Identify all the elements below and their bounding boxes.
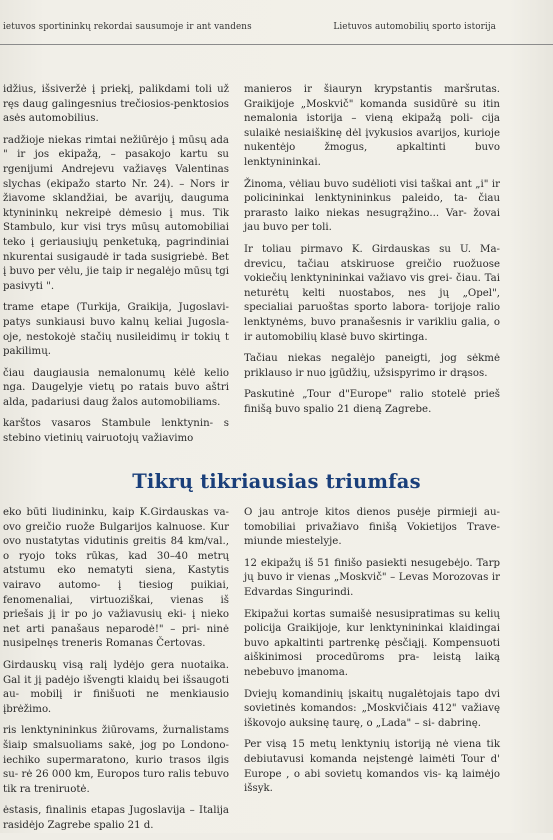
paragraph: ris lenktynininkus žiūrovams, žurnalistams šiaip smalsuoliams sakė, jog po Londono- iechiko supermaratono, kurio trasos ilgis su- rė 26 000 km, Europos turo ralis tebuvo tik ra treniruotė. — [3, 725, 229, 795]
paragraph: Paskutinė „Tour d"Europe" ralio stotelė prieš finišą buvo spalio 21 dieną Zagrebe. — [244, 389, 500, 415]
paragraph: čiau daugiausia nemalonumų kėlė kelio nga. Daugelyje vietų po ratais buvo aštri alda, padariusi daug žalos automobiliams. — [3, 367, 229, 408]
bottom-right-column — [244, 506, 500, 804]
paragraph: manieros ir šiauryn krypstantis maršrutas. Graikijoje „Moskvič" komanda susidūrė su itin nemalonia istorija – vieną ekipažą poli- cija sulaikė nesiaiškinę dėl įvykusios avarijos, kurioje nukentėjo žmogus, apkaltinti buvo lenktynininkai. — [244, 84, 500, 168]
paragraph: radžioje niekas rimtai nežiūrėjo į mūsų ada " ir jos ekipažą, – pasakojo kartu su rgenijumi Andrejevu važiavęs Valentinas slychas (ekipažo starto Nr. 24). – Nors ir žiavome sklandžiai, be avarijų, dauguma ktynininkų nekreipė dėmesio į mus. Tik Stambulo, kur visi trys mūsų automobiliai teko į geriausiųjų penketuką, pagrindiniai nkurentai susigaudė ir tada susigriebė. Bet į buvo per vėlu, jie taip ir negalėjo mūsų tgi pasivyti ". — [3, 134, 229, 292]
paragraph: ėstasis, finalinis etapas Jugoslavija – Italija rasidėjo Zagrebe spalio 21 d. — [3, 805, 229, 831]
top-left-column — [3, 83, 229, 454]
paragraph: Girdauskų visą ralį lydėjo gera nuotaika. Gal it jį padėjo išvengti klaidų bei išsaugoti au- mobilį ir finišuoti ne menkiausio įbrėžimo. — [3, 659, 229, 715]
paragraph: karštos vasaros Stambule lenktynin- s stebino vietinių vairuotojų važiavimo — [3, 418, 229, 445]
paragraph: eko būti liudininku, kaip K.Girdauskas va- ovo greičio ruože Bulgarijos kalnuose. Kur ovo nustatytas vidutinis greitis 84 km/val., o ryojo toks rūkas, kad 30–40 metrų atstumu eko nematyti siena, Kastytis vairavo automo- į tiesiog puikiai, fenomenaliai, virtuoziškai, vienas iš priešais jį ir po jo važiavusių eki- į nieko net arti panašaus neparodė!" – pri- ninė nusipelnęs treneris Romanas Čertovas. — [3, 507, 229, 650]
header-rule — [0, 44, 553, 45]
paragraph: idžius, išsiveržė į priekį, palikdami toli už ręs daug galingesnius trečiosios-penktosios asės automobilius. — [3, 84, 229, 125]
section-title: Tikrų tikriausias triumfas — [132, 470, 421, 493]
paragraph: O jau antroje kitos dienos pusėje pirmieji au- tomobiliai privažiavo finišą Vokietijos Trave- miunde miestelyje. — [244, 507, 500, 548]
top-right-column — [244, 83, 500, 424]
running-header-right: Lietuvos automobilių sporto istorija — [333, 22, 496, 32]
bottom-left-column — [3, 506, 229, 840]
paragraph: Ir toliau pirmavo K. Girdauskas su U. Ma- drevicu, tačiau atskiruose greičio ruožuose vokiečių lenktynininkai važiavo vis grei- čiau. Tai neturėtų kelti nuostabos, nes jų „Opel", specialiai paruoštas sporto labora- torijoje ralio lenktynėms, buvo pranašesnis ir varikliu galia, o ir automobilių klasė buvo skirtinga. — [244, 243, 500, 343]
paragraph: Tačiau niekas negalėjo paneigti, jog sėkmė priklauso ir nuo įgūdžių, užsispyrimo ir drąsos. — [244, 353, 500, 379]
paragraph: Per visą 15 metų lenktynių istoriją nė viena tik debiutavusi komanda neįstengė laimėti Tour d' Europe , o abi sovietų komandos vis- ką laimėjo išsyk. — [244, 739, 500, 795]
paragraph: 12 ekipažų iš 51 finišo pasiekti nesugebėjo. Tarp jų buvo ir vienas „Moskvič" – Levas Morozovas ir Edvardas Singurindi. — [244, 557, 500, 598]
paragraph: Dviejų komandinių įskaitų nugalėtojais tapo dvi sovietinės komandos: „Moskvičiais 412" važiavę iškovojo auksinę taurę, o „Lada" – si- dabrinę. — [244, 688, 500, 729]
running-header-left: ietuvos sportininkų rekordai sausumoje ir ant vandens — [3, 22, 252, 32]
paragraph: Ekipažui kortas sumaišė nesusipratimas su kelių policija Graikijoje, kur lenktynininkai klaidingai buvo apkaltinti partrenkę pėsčiąjį. Kompensuoti aiškinimosi procedūroms pra- leistą laiką nebebuvo įmanoma. — [244, 608, 500, 678]
paragraph: Žinoma, vėliau buvo sudėlioti visi taškai ant „i" ir policininkai lenktynininkus paleido, ta- čiau prarasto laiko niekas nesugrąžino... Var- žovai jau buvo per toli. — [244, 178, 500, 234]
paragraph: trame etape (Turkija, Graikija, Jugoslavi- patys sunkiausi buvo kalnų keliai Jugosla- oje, nestokojė stačių nusileidimų ir tokių t pakilimų. — [3, 302, 229, 358]
